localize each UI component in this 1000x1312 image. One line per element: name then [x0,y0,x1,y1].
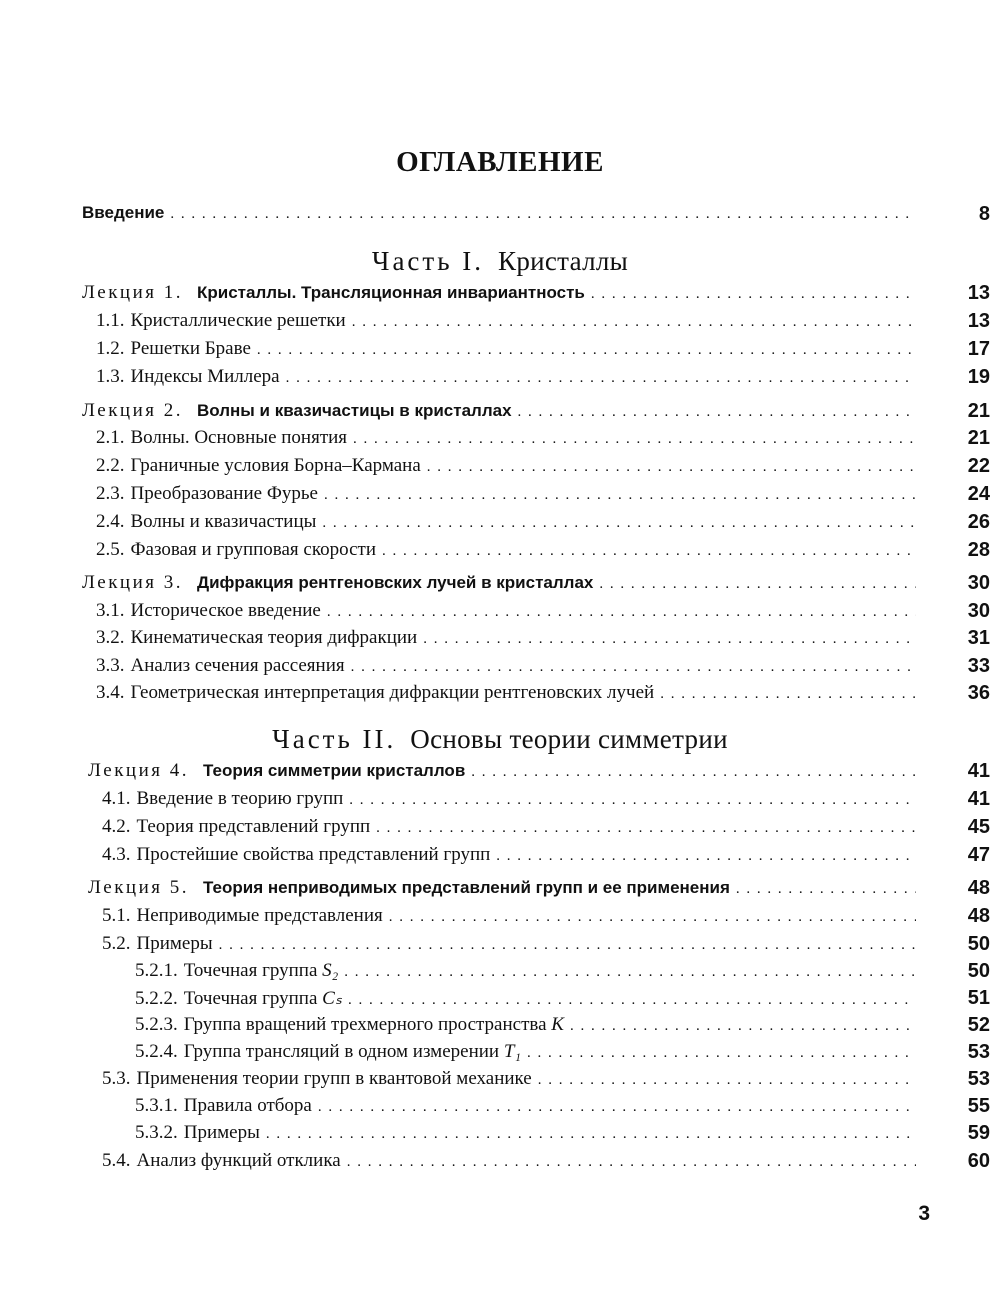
toc-entry-lecture-2[interactable] [82,400,990,426]
leader-dots [382,543,916,560]
toc-page-number: 45 [967,816,990,838]
leader-dots [170,206,916,223]
toc-entry-section[interactable] [96,600,990,626]
toc-entry-section[interactable] [102,816,990,842]
toc-entry-label: Лекция 3. Дифракция рентгеновских лучей в кристаллах [82,572,594,593]
toc-entry-lecture-5[interactable] [88,877,990,903]
leader-dots [538,1072,916,1089]
toc-page-number: 53 [967,1041,990,1063]
toc-entry-label: Лекция 5. Теория неприводимых представлений групп и ее применения [88,877,730,898]
toc-page-number: 19 [967,366,990,388]
toc-page-number: 13 [967,310,990,332]
toc-entry-subsection[interactable] [135,1041,990,1067]
toc-page-number: 60 [967,1150,990,1172]
leader-dots [376,820,916,837]
part-heading-1: Часть I. Кристаллы [371,246,629,276]
toc-page-number: 28 [967,539,990,561]
leader-dots [347,1154,916,1171]
toc-entry-subsection[interactable] [135,1014,990,1040]
toc-page-number: 33 [967,655,990,677]
toc-entry-label: 5.2.1. Точечная группа S₂ [135,960,339,981]
toc-entry-label: 5.2.2. Точечная группа Cₛ [135,988,342,1009]
toc-entry-lecture-1[interactable] [82,282,990,308]
leader-dots [496,848,916,865]
toc-page-number: 30 [967,600,990,622]
toc-page-number: 26 [967,511,990,533]
toc-page-number: 31 [967,627,990,649]
toc-entry-label: 3.1. Историческое введение [96,600,321,621]
leader-dots [352,314,916,331]
toc-entry-subsection[interactable] [135,1122,990,1148]
toc-entry-lecture-3[interactable] [82,572,990,598]
toc-entry-label: 5.4. Анализ функций отклика [102,1150,341,1171]
toc-page-number: 53 [967,1068,990,1090]
toc-page-number: 30 [967,572,990,594]
toc-page-number: 36 [967,682,990,704]
toc-entry-section[interactable] [96,627,990,653]
toc-entry-label: 5.2. Примеры [102,933,213,954]
toc-entry-label: 1.1. Кристаллические решетки [96,310,346,331]
toc-entry-label: 3.4. Геометрическая интерпретация дифракции рентгеновских лучей [96,682,655,703]
toc-entry-section[interactable] [96,539,990,565]
toc-entry-section[interactable] [96,338,990,364]
toc-entry-section[interactable] [102,905,990,931]
toc-entry-label: 2.3. Преобразование Фурье [96,483,318,504]
toc-entry-section[interactable] [96,682,990,708]
toc-page-number: 22 [967,455,990,477]
toc-entry-label: 1.3. Индексы Миллера [96,366,280,387]
leader-dots [427,459,916,476]
toc-entry-label: 5.3.2. Примеры [135,1122,260,1143]
toc-entry-label: Лекция 4. Теория симметрии кристаллов [88,760,466,781]
leader-dots [322,515,916,532]
toc-page-number: 51 [967,987,990,1009]
leader-dots [599,576,916,593]
leader-dots [266,1126,916,1143]
toc-entry-label: 2.5. Фазовая и групповая скорости [96,539,376,560]
toc-entry-label: 2.2. Граничные условия Борна–Кармана [96,455,421,476]
toc-entry-section[interactable] [96,455,990,481]
leader-dots [389,909,916,926]
leader-dots [344,964,916,981]
toc-entry-label: 5.2.4. Группа трансляций в одном измерении T₁ [135,1041,522,1062]
toc-entry-label: Лекция 2. Волны и квазичастицы в кристаллах [82,400,512,421]
toc-entry-lecture-4[interactable] [88,760,990,786]
leader-dots [471,764,916,781]
toc-entry-label: 4.1. Введение в теорию групп [102,788,344,809]
toc-page-number: 24 [967,483,990,505]
toc-entry-section[interactable] [96,366,990,392]
leader-dots [318,1099,916,1116]
leader-dots [570,1018,916,1035]
toc-page-number: 13 [967,282,990,304]
leader-dots [324,487,916,504]
page-number: 3 [918,1202,930,1225]
toc-page-number: 17 [967,338,990,360]
toc-page-number: 59 [967,1122,990,1144]
leader-dots [353,431,916,448]
toc-entry-label: 5.1. Неприводимые представления [102,905,383,926]
toc-entry-label: 1.2. Решетки Браве [96,338,251,359]
toc-page-number: 21 [967,400,990,422]
leader-dots [660,686,916,703]
toc-entry-label: 5.3. Применения теории групп в квантовой механике [102,1068,532,1089]
toc-page-number: 55 [967,1095,990,1117]
toc-entry-section[interactable] [102,788,990,814]
toc-entry-label: 3.3. Анализ сечения рассеяния [96,655,345,676]
toc-entry-section[interactable] [102,933,990,959]
leader-dots [518,404,916,421]
leader-dots [591,286,916,303]
leader-dots [286,370,916,387]
leader-dots [527,1045,916,1062]
page-title: ОГЛАВЛЕНИЕ [396,146,604,178]
toc-entry-label: 5.3.1. Правила отбора [135,1095,312,1116]
toc-entry-section[interactable] [96,310,990,336]
toc-entry-section[interactable] [96,483,990,509]
toc-page-number: 41 [967,760,990,782]
toc-entry-subsection[interactable] [135,987,990,1013]
leader-dots [736,881,916,898]
toc-entry-subsection[interactable] [135,960,990,986]
toc-page-number: 21 [967,427,990,449]
toc-entry-label: 2.4. Волны и квазичастицы [96,511,317,532]
toc-entry-section[interactable] [102,844,990,870]
toc-entry-label: 3.2. Кинематическая теория дифракции [96,627,418,648]
toc-page-number: 52 [967,1014,990,1036]
toc-entry-label: Введение [82,203,165,222]
toc-entry-label: 4.3. Простейшие свойства представлений групп [102,844,491,865]
toc-entry-section[interactable] [96,655,990,681]
leader-dots [327,604,916,621]
part-heading-2: Часть II. Основы теории симметрии [272,724,728,754]
toc-page-number: 50 [967,960,990,982]
leader-dots [351,659,916,676]
toc-entry-subsection[interactable] [135,1095,990,1121]
toc-page-number: 50 [967,933,990,955]
toc-page-number: 48 [967,877,990,899]
toc-entry-section[interactable] [96,511,990,537]
toc-page-number: 8 [978,203,990,225]
toc-entry-intro[interactable] [82,203,990,229]
toc-entry-section[interactable] [102,1150,990,1176]
toc-page-number: 41 [967,788,990,810]
toc-entry-label: 2.1. Волны. Основные понятия [96,427,348,448]
leader-dots [257,342,916,359]
toc-entry-label: 5.2.3. Группа вращений трехмерного пространства K [135,1014,564,1035]
toc-entry-section[interactable] [102,1068,990,1094]
toc-page-number: 48 [967,905,990,927]
leader-dots [348,992,916,1009]
leader-dots [423,631,916,648]
toc-entry-label: 4.2. Теория представлений групп [102,816,371,837]
leader-dots [219,937,916,954]
toc-entry-label: Лекция 1. Кристаллы. Трансляционная инвариантность [82,282,585,303]
leader-dots [349,792,916,809]
toc-page-number: 47 [967,844,990,866]
toc-entry-section[interactable] [96,427,990,453]
